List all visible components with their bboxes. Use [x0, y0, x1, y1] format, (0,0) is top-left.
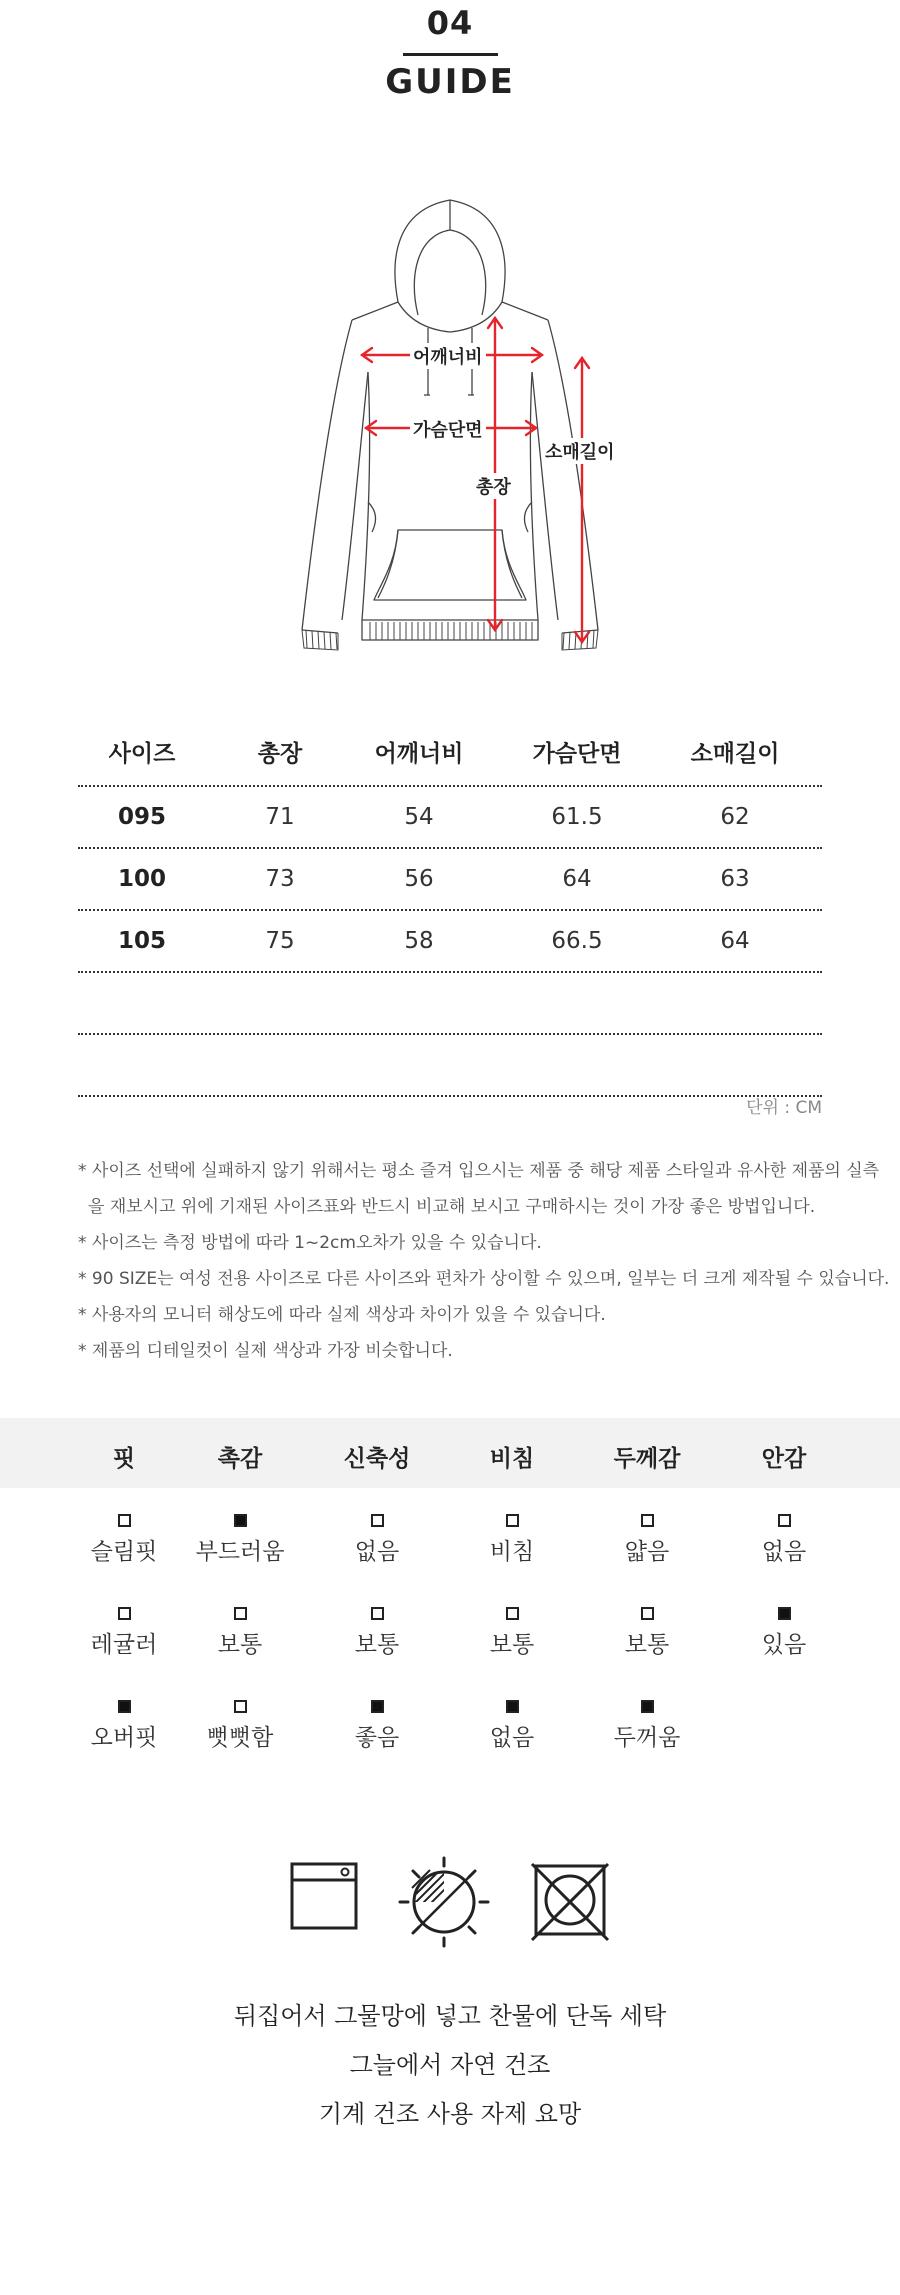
chest-value: 61.5 [551, 804, 603, 830]
note-item: * 사용자의 모니터 해상도에 따라 실제 색상과 차이가 있을 수 있습니다. [78, 1305, 606, 1325]
length-value: 71 [265, 804, 295, 830]
unchecked-box-icon [506, 1607, 519, 1620]
material-option-label: 없음 [761, 1539, 807, 1565]
unchecked-box-icon [506, 1514, 519, 1527]
header-divider [403, 53, 498, 56]
material-option-label: 레귤러 [90, 1632, 158, 1658]
material-option [452, 1514, 572, 1566]
column-header-length: 총장 [257, 741, 303, 767]
size-value: 095 [117, 804, 166, 830]
total-length-label: 총장 [473, 473, 514, 499]
material-column-header: 촉감 [217, 1446, 263, 1472]
material-option-label: 보통 [354, 1632, 400, 1658]
material-option [317, 1514, 437, 1566]
material-column-header: 신축성 [343, 1446, 411, 1472]
chest-value: 64 [562, 866, 592, 892]
section-title: GUIDE [385, 62, 515, 102]
column-header-size: 사이즈 [108, 741, 176, 767]
material-option [587, 1700, 707, 1752]
material-option [317, 1607, 437, 1659]
material-column-header: 안감 [761, 1446, 807, 1472]
table-header-row [78, 735, 822, 787]
unchecked-box-icon [234, 1607, 247, 1620]
material-properties-grid [0, 1418, 900, 1778]
material-option-label: 뻣뻣함 [206, 1725, 274, 1751]
unchecked-box-icon [371, 1514, 384, 1527]
sleeve-value: 63 [720, 866, 750, 892]
material-option-label: 좋음 [354, 1725, 400, 1751]
unchecked-box-icon [118, 1514, 131, 1527]
material-option-label: 보통 [624, 1632, 670, 1658]
unchecked-box-icon [371, 1607, 384, 1620]
material-column-header: 비침 [489, 1446, 535, 1472]
material-option-label: 부드러움 [195, 1539, 285, 1565]
material-option-label: 보통 [489, 1632, 535, 1658]
material-option [64, 1514, 184, 1566]
no-tumble-dry-icon [530, 1862, 610, 1946]
material-option [587, 1607, 707, 1659]
note-item: * 사이즈는 측정 방법에 따라 1~2cm오차가 있을 수 있습니다. [78, 1233, 542, 1253]
note-item: * 사이즈 선택에 실패하지 않기 위해서는 평소 즐겨 입으시는 제품 중 해당 제품 스타일과 유사한 제품의 실측 [78, 1161, 880, 1181]
table-row-empty [78, 973, 822, 1035]
size-value: 100 [117, 866, 166, 892]
sleeve-length-label: 소매길이 [542, 438, 618, 464]
checked-box-icon [234, 1514, 247, 1527]
sleeve-value: 62 [720, 804, 750, 830]
shoulder-width-label: 어깨너비 [410, 343, 486, 369]
material-option-label: 슬림핏 [90, 1539, 158, 1565]
material-option [64, 1700, 184, 1752]
material-option-label: 두꺼움 [613, 1725, 681, 1751]
material-option [180, 1700, 300, 1752]
unchecked-box-icon [234, 1700, 247, 1713]
material-option [64, 1607, 184, 1659]
shoulder-value: 58 [404, 928, 434, 954]
sleeve-value: 64 [720, 928, 750, 954]
checked-box-icon [778, 1607, 791, 1620]
note-item: * 90 SIZE는 여성 전용 사이즈로 다른 사이즈와 편차가 상이할 수 있으며, 일부는 더 크게 제작될 수 있습니다. [78, 1269, 890, 1289]
material-option [317, 1700, 437, 1752]
shade-dry-icon [398, 1856, 490, 1952]
material-option-label: 오버핏 [90, 1725, 158, 1751]
table-row-empty [78, 1035, 822, 1097]
column-header-sleeve: 소매길이 [690, 741, 780, 767]
unchecked-box-icon [118, 1607, 131, 1620]
checked-box-icon [641, 1700, 654, 1713]
unit-label: 단위 : CM [746, 1098, 822, 1118]
checked-box-icon [506, 1700, 519, 1713]
checked-box-icon [371, 1700, 384, 1713]
hoodie-measurement-diagram [280, 190, 620, 660]
material-option [452, 1700, 572, 1752]
unchecked-box-icon [778, 1514, 791, 1527]
material-column-header: 두께감 [613, 1446, 681, 1472]
material-option [587, 1514, 707, 1566]
material-option [180, 1607, 300, 1659]
material-option-label: 보통 [217, 1632, 263, 1658]
chest-value: 66.5 [551, 928, 603, 954]
column-header-chest: 가슴단면 [532, 741, 622, 767]
chest-width-label: 가슴단면 [410, 416, 486, 442]
care-instruction: 기계 건조 사용 자제 요망 [318, 2100, 582, 2128]
material-option-label: 비침 [489, 1539, 535, 1565]
material-option [724, 1607, 844, 1659]
checked-box-icon [118, 1700, 131, 1713]
table-row [78, 849, 822, 911]
care-instruction: 뒤집어서 그물망에 넣고 찬물에 단독 세탁 [233, 2002, 667, 2030]
material-option-label: 있음 [761, 1632, 807, 1658]
note-item: * 제품의 디테일컷이 실제 색상과 가장 비슷합니다. [78, 1341, 453, 1361]
material-option [180, 1514, 300, 1566]
section-number: 04 [426, 4, 474, 42]
material-option-label: 없음 [354, 1539, 400, 1565]
size-notes [78, 1153, 890, 1369]
unchecked-box-icon [641, 1514, 654, 1527]
material-option [724, 1514, 844, 1566]
care-instruction: 그늘에서 자연 건조 [349, 2051, 551, 2079]
material-option-label: 얇음 [624, 1539, 670, 1565]
size-value: 105 [117, 928, 166, 954]
shoulder-value: 56 [404, 866, 434, 892]
note-item: 을 재보시고 위에 기재된 사이즈표와 반드시 비교해 보시고 구매하시는 것이 가장 좋은 방법입니다. [88, 1197, 816, 1217]
washing-machine-icon [290, 1862, 358, 1934]
shoulder-value: 54 [404, 804, 434, 830]
length-value: 75 [265, 928, 295, 954]
size-table [78, 735, 822, 1097]
material-option-label: 없음 [489, 1725, 535, 1751]
material-option [452, 1607, 572, 1659]
length-value: 73 [265, 866, 295, 892]
unchecked-box-icon [641, 1607, 654, 1620]
column-header-shoulder: 어깨너비 [374, 741, 464, 767]
table-row [78, 911, 822, 973]
material-column-header: 핏 [112, 1446, 136, 1472]
table-row [78, 787, 822, 849]
